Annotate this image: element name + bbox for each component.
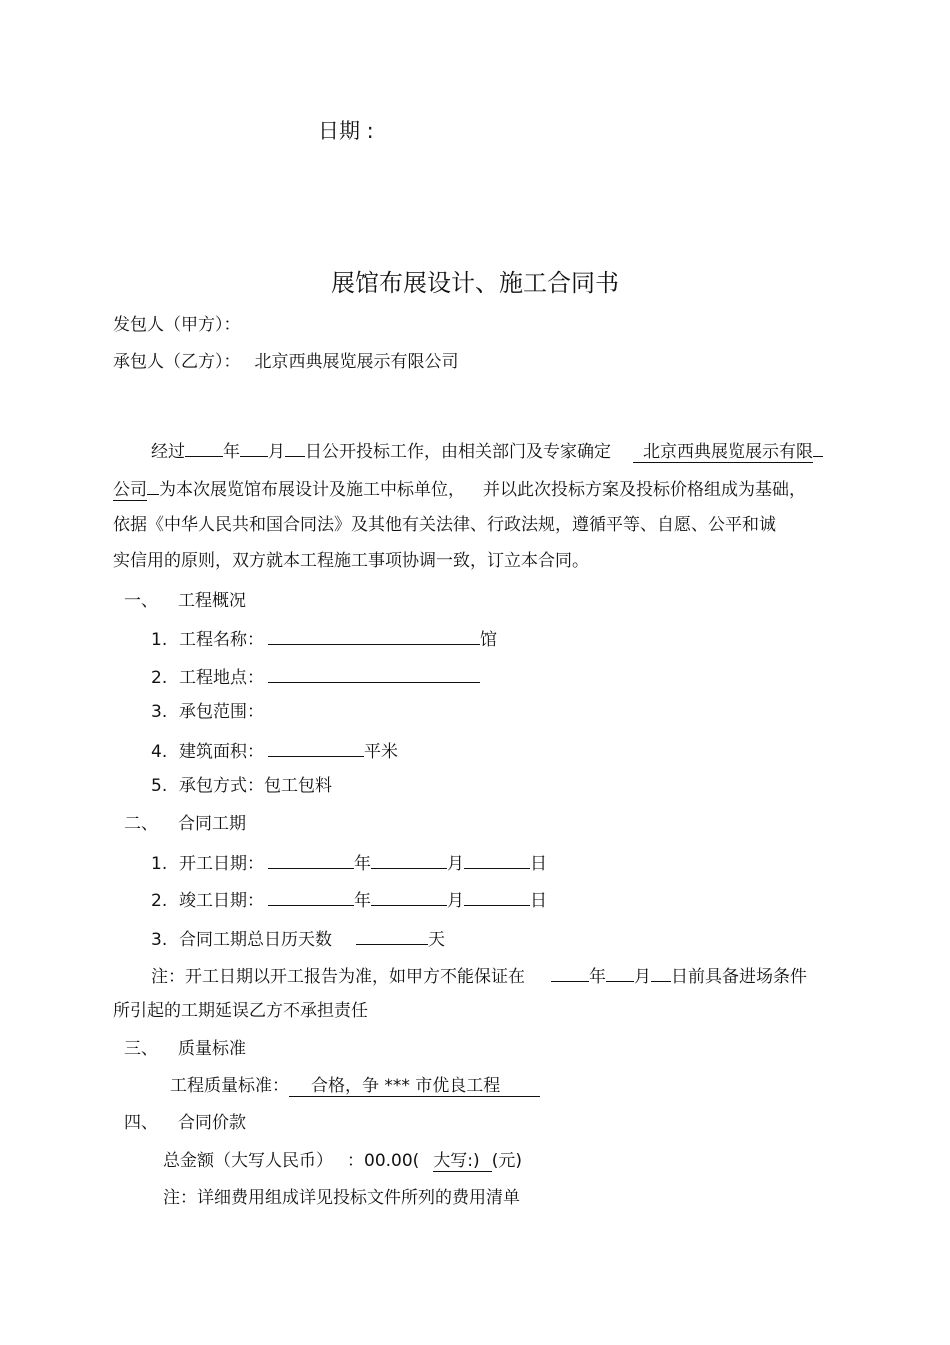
start-day-blank	[464, 850, 530, 869]
building-area-label: 建筑面积：	[179, 742, 264, 762]
party-a-line	[113, 314, 241, 336]
section2-title: 合同工期	[178, 814, 246, 834]
end-day-blank	[464, 887, 530, 906]
amount-in-words: 大写:)	[433, 1151, 491, 1172]
section1-num: 一、	[124, 591, 158, 611]
project-name-blank	[268, 626, 480, 645]
item-num: 1.	[151, 630, 168, 650]
end-month-blank	[371, 887, 447, 906]
year-blank	[185, 438, 223, 457]
end-year-blank	[268, 887, 354, 906]
total-days-label: 合同工期总日历天数	[179, 930, 332, 950]
section1-heading	[124, 590, 246, 612]
total-amount-label: 总金额（大写人民币）	[163, 1151, 333, 1171]
party-b-label: 承包人（乙方）：	[113, 352, 241, 372]
contract-method-label: 承包方式：	[179, 776, 264, 796]
section2-heading	[124, 813, 246, 835]
building-area-unit: 平米	[364, 742, 398, 762]
contract-scope-label: 承包范围：	[179, 702, 264, 722]
schedule-note-line-1	[151, 963, 807, 988]
company-underline-tail	[813, 438, 823, 457]
start-year-blank	[268, 850, 354, 869]
note-year: 年	[589, 967, 606, 987]
item-num: 2.	[151, 891, 168, 911]
total-amount-row	[163, 1150, 522, 1172]
end-year: 年	[354, 891, 371, 911]
end-day: 日	[530, 891, 547, 911]
section3-title: 质量标准	[178, 1039, 246, 1059]
project-name-label: 工程名称：	[179, 630, 264, 650]
item-num: 2.	[151, 668, 168, 688]
end-date-row	[151, 887, 547, 912]
section3-num: 三、	[124, 1039, 158, 1059]
intro-line-1	[151, 438, 823, 463]
price-note: 注：详细费用组成详见投标文件所列的费用清单	[163, 1188, 520, 1208]
intro-line-3: 依据《中华人民共和国合同法》及其他有关法律、行政法规，遵循平等、自愿、公平和诚	[113, 515, 776, 535]
quality-standard-label: 工程质量标准：	[170, 1076, 289, 1096]
total-days-row	[151, 926, 445, 951]
project-location-row	[151, 664, 480, 689]
total-days-unit: 天	[428, 930, 445, 950]
month-blank	[240, 438, 268, 457]
project-location-label: 工程地点：	[179, 668, 264, 688]
item-num: 5.	[151, 776, 168, 796]
start-date-label: 开工日期：	[179, 854, 264, 874]
section1-title: 工程概况	[178, 591, 246, 611]
intro-line-2	[113, 476, 806, 501]
start-month-blank	[371, 850, 447, 869]
section4-num: 四、	[124, 1113, 158, 1133]
intro-month: 月	[268, 442, 285, 462]
contract-method-value: 包工包料	[264, 776, 332, 796]
company-name-part1: 北京西典展览展示有限	[633, 442, 813, 463]
page-title: 展馆布展设计、施工合同书	[331, 269, 619, 297]
note-day-text: 日前具备进场条件	[671, 967, 807, 987]
quality-standard-value: 合格，争 *** 市优良工程	[289, 1076, 540, 1097]
company-underline-gap	[147, 476, 159, 495]
item-num: 3.	[151, 930, 168, 950]
schedule-note-line-2: 所引起的工期延误乙方不承担责任	[113, 1001, 368, 1021]
note-start: 注：开工日期以开工报告为准，如甲方不能保证在	[151, 967, 525, 987]
note-month: 月	[634, 967, 651, 987]
end-month: 月	[447, 891, 464, 911]
intro-line2-rest: 为本次展览馆布展设计及施工中标单位，	[159, 480, 465, 500]
intro-line2-end: 并以此次投标方案及投标价格组成为基础，	[483, 480, 806, 500]
end-date-label: 竣工日期：	[179, 891, 264, 911]
project-name-suffix: 馆	[480, 630, 497, 650]
note-year-blank	[551, 963, 589, 982]
company-name-part2: 公司	[113, 480, 147, 500]
quality-standard-row	[170, 1075, 540, 1097]
section4-title: 合同价款	[178, 1113, 246, 1133]
day-blank	[285, 438, 305, 457]
section4-heading	[124, 1112, 246, 1134]
start-month: 月	[447, 854, 464, 874]
section3-heading	[124, 1038, 246, 1060]
start-year: 年	[354, 854, 371, 874]
intro-start: 经过	[151, 442, 185, 462]
total-days-blank	[356, 926, 428, 945]
contract-scope-row	[151, 701, 264, 723]
note-day-blank	[651, 963, 671, 982]
start-date-row	[151, 850, 547, 875]
section2-num: 二、	[124, 814, 158, 834]
date-label: 日期 :	[318, 119, 374, 143]
note-month-blank	[606, 963, 634, 982]
amount-unit: (元)	[491, 1151, 522, 1171]
project-location-blank	[268, 664, 480, 683]
intro-year: 年	[223, 442, 240, 462]
intro-day-text: 日公开投标工作，由相关部门及专家确定	[305, 442, 611, 462]
item-num: 3.	[151, 702, 168, 722]
party-b-line	[113, 351, 459, 373]
party-b-name: 北京西典展览展示有限公司	[254, 352, 459, 372]
project-name-row	[151, 626, 497, 651]
contract-method-row	[151, 775, 332, 797]
start-day: 日	[530, 854, 547, 874]
item-num: 1.	[151, 854, 168, 874]
total-amount-value: ：00.00(	[347, 1151, 420, 1171]
item-num: 4.	[151, 742, 168, 762]
building-area-row	[151, 738, 398, 763]
intro-line-4: 实信用的原则，双方就本工程施工事项协调一致，订立本合同。	[113, 551, 589, 571]
building-area-blank	[268, 738, 364, 757]
party-a-label: 发包人（甲方）：	[113, 315, 241, 335]
